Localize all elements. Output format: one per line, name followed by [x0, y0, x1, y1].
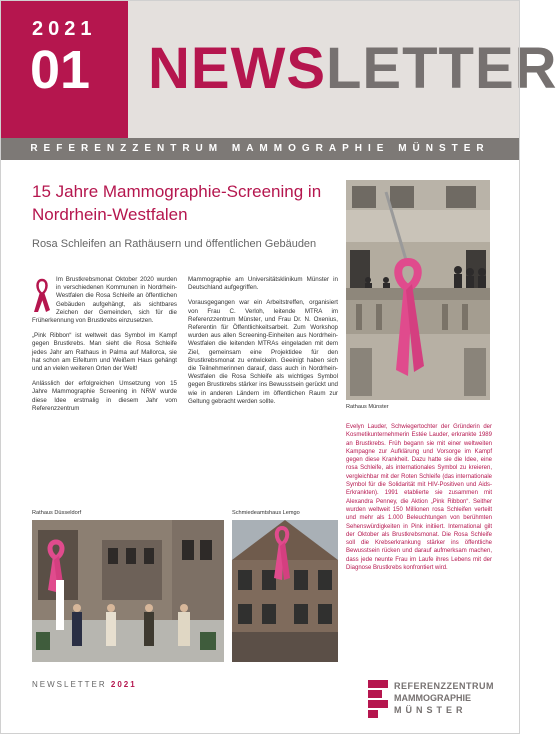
article-subtitle: Rosa Schleifen an Rathäusern und öffentlichen Gebäuden [32, 238, 317, 250]
article-paragraph: Anlässlich der erfolgreichen Umsetzung von 15 Jahre Mammographie Screening in NRW wurde diese Idee erstmalig in diesem Jahr vom Referenzzentrum [32, 380, 177, 412]
footer-year: 2021 [110, 680, 137, 689]
sidebar-text: Evelyn Lauder, Schwiegertochter der Gründerin der Kosmetikunternehmerin Estée Lauder, erkrankte 1989 an Brustkrebs. Früh begann sie mit einer weltweiten Kampagne zur Aufklärung und Vorsorge im Kampf gegen diese Krankheit. Dazu hatte sie die Idee, eine rosa Schleife, als internationales Symbol zu kreieren, vergleichbar mit der Roten Schleife (das internationale Symbol für die Solidarität mit HIV-Positiven und Aids-Erkrankten). 1991 etablierte sie zusammen mit Alexandra Penney, die Aktion „Pink Ribbon“. Seither wurden weltweit 150 Millionen rosa Schleifen verteilt und mehr als 1.000 Beleuchtungen von berühmten Sehenswürdigkeiten in Pink initiiert. International gilt der Oktober als Brustkrebsmonat. Die Rosa Schleife soll die Krebserkrankung stärker ins öffentliche Bewusstsein rücken und darauf aufmerksam machen, dass jede neunte Frau im Laufe ihres Lebens mit der Diagnose Brustkrebs konfrontiert wird. [346, 424, 492, 572]
masthead-year: 2021 [32, 18, 97, 40]
organisation-name: REFERENZZENTRUM MAMMOGRAPHIE MÜNSTER [30, 143, 490, 154]
logo-line-2: MAMMOGRAPHIE [394, 693, 471, 703]
logo-line-3: MÜNSTER [394, 705, 467, 715]
logo-line-1: REFERENZZENTRUM [394, 681, 494, 691]
article-paragraph: „Pink Ribbon“ ist weltweit das Symbol im Kampf gegen Brustkrebs. Man sieht die Rosa Schleife jedes Jahr am Rathaus in Palma auf Mallorca, sie hat schon am Eifelturm und Weißem Haus gehängt und an vielen weiteren Orten der Welt! [32, 332, 177, 373]
masthead-title-letter: LETTER [326, 36, 558, 101]
article-paragraph: Mammographie am Universitätsklinikum Münster in Deutschland aufgegriffen. [188, 276, 338, 292]
caption-muenster: Rathaus Münster [346, 404, 389, 410]
article-paragraph: Im Brustkrebsmonat Oktober 2020 wurden in verschiedenen Kommunen in Nordrhein-Westfalen die Rosa Schleife an öffentlichen Gebäuden aufgehängt, als sichtbares Zeichen der Gemeinden, sich für die Früherkennung von Brustkrebs einzusetzen. [32, 276, 177, 325]
caption-duesseldorf: Rathaus Düsseldorf [32, 510, 82, 516]
masthead-issue: 01 [30, 40, 91, 100]
masthead-title-news: NEWS [148, 36, 326, 101]
article-paragraph: Vorausgegangen war ein Arbeitstreffen, organisiert von Frau C. Verloh, leitende MTRA im Referenzzentrum Münster, und Frau Dr. N. Oxenius, Referentin für Öffentlichkeitsarbeit. Zum Workshop wurden aus allen Screening-Einheiten aus Nordrhein-Westfalen die leitenden MTRAs eingeladen mit dem Ziel, gemeinsam eine Projektidee für den Brustkrebsmonat zu entwickeln. Geeinigt haben sich die Teilnehmerinnen darauf, dass auch in Nordrhein-Westfalen die Rosa Schleife als wichtiges Symbol gegen Brustkrebs stärker ins Bewusstsein gerückt und wie in anderen Ländern im öffentlichen Raum zur Geltung gebracht werden sollte. [188, 299, 338, 405]
article-title: 15 Jahre Mammographie-Screening in Nordrhein-Westfalen [32, 182, 322, 224]
footer-label-text: NEWSLETTER [32, 680, 107, 689]
caption-lemgo: Schmiedeamtshaus Lemgo [232, 510, 300, 516]
